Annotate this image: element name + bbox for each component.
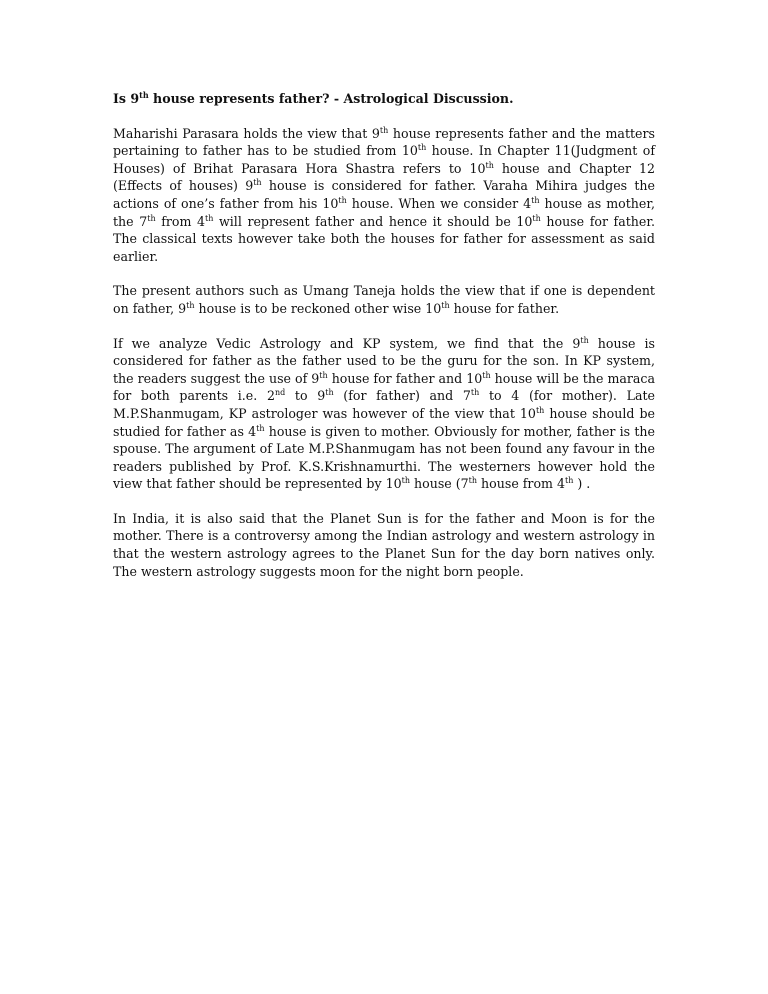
text-run: house as mother, the 7 (113, 195, 656, 229)
ordinal-suffix: th (139, 89, 149, 100)
ordinal-suffix: th (379, 125, 389, 135)
document-page (113, 90, 655, 597)
text-run: from 4 (155, 213, 206, 229)
text-run: house from 4 (477, 476, 565, 492)
ordinal-suffix: th (256, 423, 265, 433)
ordinal-suffix: th (325, 388, 334, 398)
text-run: house represents father? - Astrological Discussion. (148, 91, 514, 106)
text-run: The present authors such as Umang Taneja holds the view that if one is dependent on father, 9 (113, 283, 655, 316)
text-run: house is considered for father. Varaha Mihira judges the actions of one’s father from his 10 (113, 178, 655, 211)
ordinal-suffix: th (470, 388, 480, 398)
ordinal-suffix: th (482, 370, 491, 380)
text-run: ) . (573, 476, 591, 492)
ordinal-suffix: th (417, 143, 427, 152)
text-run: to 9 (285, 388, 326, 404)
text-run: house represents father and the matters pertaining to father has to be studied from 10 (113, 125, 655, 159)
text-run: house for father. (449, 300, 560, 316)
text-run: house should be studied for father as 4 (113, 405, 655, 439)
ordinal-suffix: th (147, 213, 156, 223)
text-run: house for father. The classical texts however take both the houses for father for assessment as said earlier. (113, 213, 655, 264)
ordinal-suffix: th (253, 178, 262, 188)
text-run: house is given to mother. Obviously for mother, father is the spouse. The argument of Late M.P.Shanmugam has not been found any favour in the readers published by Prof. K.S.Krishnamurthi. The westerners however hold the view that father should be represented by 10 (113, 423, 655, 492)
ordinal-suffix: th (401, 476, 411, 486)
ordinal-suffix: th (338, 195, 347, 205)
paragraph-vedic-kp (113, 335, 655, 493)
text-run: house. When we consider 4 (346, 195, 532, 211)
text-run: house and Chapter 12 (Effects of houses) 9 (113, 160, 655, 194)
ordinal-suffix: th (186, 300, 195, 310)
text-run: house (7 (410, 476, 469, 492)
ordinal-suffix: th (565, 476, 574, 486)
ordinal-suffix: th (531, 195, 540, 205)
ordinal-suffix: th (205, 213, 214, 223)
text-run: will represent father and hence it should be 10 (213, 213, 533, 229)
text-run: house for father and 10 (327, 370, 483, 386)
text-run: (for father) and 7 (333, 388, 471, 404)
ordinal-suffix: th (441, 300, 450, 310)
ordinal-suffix: nd (274, 388, 286, 398)
ordinal-suffix: th (535, 405, 545, 415)
paragraph-present-authors (113, 282, 655, 317)
paragraph-parasara-view (113, 125, 655, 266)
text-run: house will be the maraca for both parents i.e. 2 (113, 370, 655, 404)
ordinal-suffix: th (580, 335, 589, 345)
ordinal-suffix: th (468, 476, 478, 486)
text-run: house is to be reckoned other wise 10 (194, 300, 442, 316)
text-run: In India, it is also said that the Planet Sun is for the father and Moon is for the mother. There is a controversy among the Indian astrology and western astrology in that the western astrology agrees to the Planet Sun for the day born natives only. The western astrology suggests moon for the night born people. (113, 510, 655, 579)
ordinal-suffix: th (532, 213, 541, 223)
text-run: house. In Chapter 11(Judgment of Houses) of Brihat Parasara Hora Shastra refers to 10 (113, 143, 655, 176)
ordinal-suffix: th (319, 370, 328, 380)
text-run: Is 9 (113, 91, 140, 106)
document-title (113, 90, 655, 108)
ordinal-suffix: th (485, 160, 494, 170)
text-run: to 4 (for mother). Late M.P.Shanmugam, KP astrologer was however of the view that 10 (113, 388, 655, 421)
paragraph-sun-moon (113, 510, 655, 580)
text-run: If we analyze Vedic Astrology and KP system, we find that the 9 (113, 335, 581, 351)
text-run: house is considered for father as the father used to be the guru for the son. In KP system, the readers suggest the use of 9 (113, 335, 656, 386)
text-run: Maharishi Parasara holds the view that 9 (113, 125, 380, 141)
